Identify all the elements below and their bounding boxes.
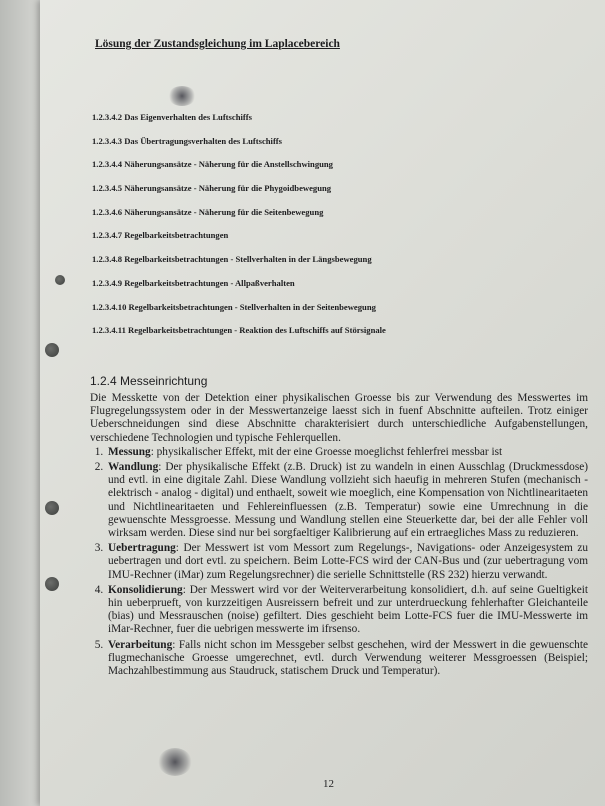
step-term: Wandlung xyxy=(108,461,159,474)
page-heading: Lösung der Zustandsgleichung im Laplacebereich xyxy=(95,38,340,50)
list-item xyxy=(106,639,588,679)
toc-item: 1.2.3.4.9 Regelbarkeitsbetrachtungen - Allpaßverhalten xyxy=(92,277,295,288)
toc-item: 1.2.3.4.10 Regelbarkeitsbetrachtungen - Stellverhalten in der Seitenbewegung xyxy=(92,301,376,312)
toc-item: 1.2.3.4.5 Näherungsansätze - Näherung für die Phygoidbewegung xyxy=(92,183,332,194)
toc-item: 1.2.3.4.6 Näherungsansätze - Näherung für die Seitenbewegung xyxy=(92,206,324,217)
step-text: : Der Messwert wird vor der Weiterverarbeitung konsolidiert, d.h. auf seine Gueltigkeit hin ueberprueft, von kurzzeitigen Ausreissern befreit und zur unterdrueckung fehlerhafter Gleichanteile (bias) und Messrauschen (noise) gefiltert. Dies geschieht beim Lotte-FCS fuer die IMU-Messwerte im iMar-Rechner, fuer die uebrigen messwerte im ifrsenso. xyxy=(108,583,588,636)
step-text: : Der Messwert ist vom Messort zum Regelungs-, Navigations- oder Anzeigesystem zu uebertragen und dort evtl. zu speichern. Beim Lotte-FCS wird der CAN-Bus und (zur uebertragung vom IMU-Rechner (iMar) zum Regelungsrechner) die serielle Schnittstelle (RS 232) hierzu verwandt. xyxy=(108,542,588,581)
toc-item: 1.2.3.4.8 Regelbarkeitsbetrachtungen - Stellverhalten in der Längsbewegung xyxy=(92,254,372,265)
toc-item: 1.2.3.4.7 Regelbarkeitsbetrachtungen xyxy=(92,230,229,241)
document-content xyxy=(90,0,595,806)
punch-hole-icon xyxy=(45,501,59,515)
punch-hole-icon xyxy=(55,275,65,285)
list-item xyxy=(106,446,588,459)
list-item xyxy=(106,461,588,540)
step-term: Uebertragung xyxy=(108,542,176,555)
section-title: 1.2.4 Messeinrichtung xyxy=(90,374,208,388)
list-item xyxy=(106,584,588,637)
punch-hole-icon xyxy=(45,343,59,357)
toc-list xyxy=(92,112,386,349)
toc-item: 1.2.3.4.2 Das Eigenverhalten des Luftschiffs xyxy=(92,112,252,122)
step-text: : physikalischer Effekt, mit der eine Groesse moeglichst fehlerfrei messbar ist xyxy=(150,445,503,458)
step-text: : Der physikalische Effekt (z.B. Druck) ist zu wandeln in einen Ausschlag (Druckmessdose) und evtl. in eine digitale Zahl. Diese Wandlung vollzieht sich haeufig in mehreren Stufen (mechanisch - elektrisch - analog - digital) und enthaelt, soweit wie moeglich, eine Kompensation von Nichtlinearitaeten und Nichtlinearitaeten und Fehlereinfluessen (z.B. Temperatur) sowie eine Umrechnung in die gewuenschte Messgroesse. Messung und Wandlung stellen eine Steuerkette dar, bei der alle Fehler voll wirksam werden. Diese sind nur bei sorgfaeltiger Kalibrierung auf ein ertraegliches Mass zu reduzieren. xyxy=(108,461,588,540)
section-body xyxy=(90,392,588,680)
toc-item: 1.2.3.4.3 Das Übertragungsverhalten des Luftschiffs xyxy=(92,135,283,146)
step-text: : Falls nicht schon im Messgeber selbst geschehen, wird der Messwert in die gewuenschte flugmechanische Groesse umgerechnet, evtl. durch Verwendung weiterer Messgroessen (Beispiel; Machzahlbestimmung aus Staudruck, statischem Druck und Temperatur). xyxy=(108,638,588,678)
page-number: 12 xyxy=(323,778,334,790)
steps-list xyxy=(90,446,588,678)
step-term: Verarbeitung xyxy=(108,638,173,651)
intro-paragraph: Die Messkette von der Detektion einer physikalischen Groesse bis zur Verwendung des Messwertes im Flugregelungssystem oder in der Messwertanzeige laesst sich in fuenf Abschnitte aufteilen. Trotz einiger Ueberschneidungen sind diese Abschnitte charakterisiert durch unterschiedliche Aufgabenstellungen, verschiedene Technologien und typische Fehlerquellen. xyxy=(90,392,588,444)
toc-item: 1.2.3.4.4 Näherungsansätze - Näherung für die Anstellschwingung xyxy=(92,159,333,170)
punch-hole-icon xyxy=(45,577,59,591)
list-item xyxy=(106,542,588,582)
toc-item: 1.2.3.4.11 Regelbarkeitsbetrachtungen - Reaktion des Luftschiffs auf Störsignale xyxy=(92,325,386,336)
step-term: Konsolidierung xyxy=(108,583,183,596)
step-term: Messung xyxy=(108,445,151,458)
